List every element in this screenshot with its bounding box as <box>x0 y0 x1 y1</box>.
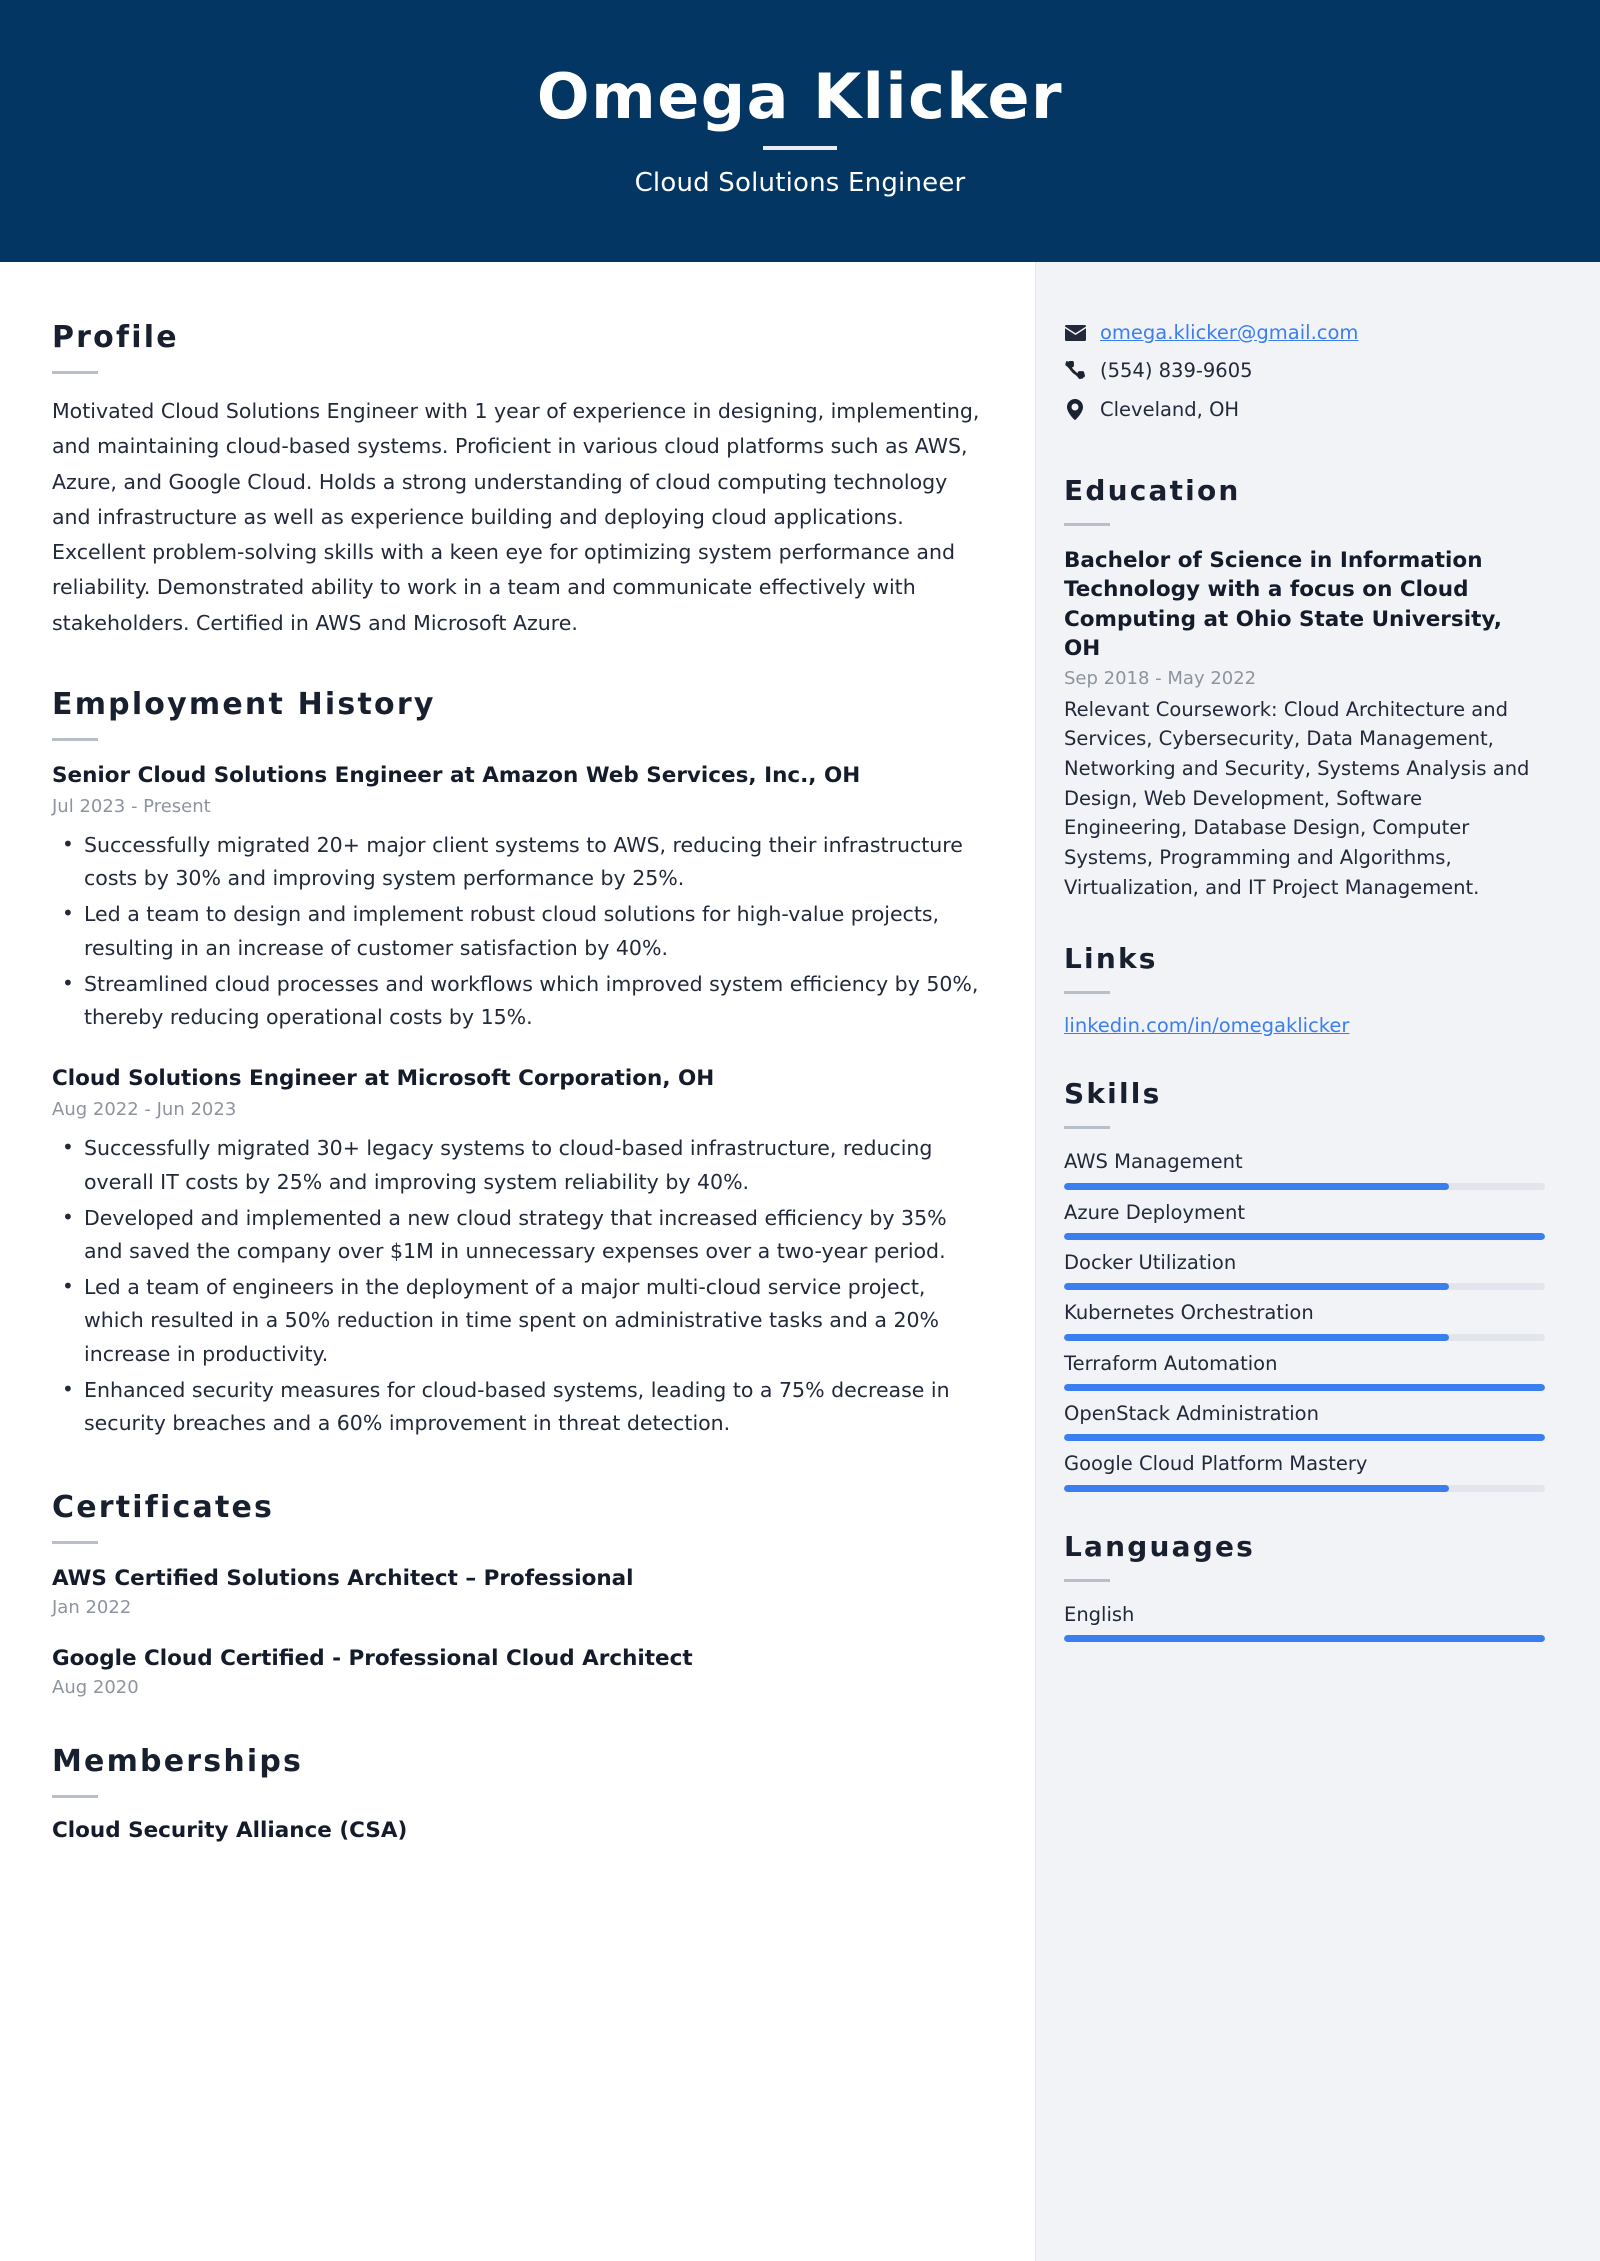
section-profile <box>52 320 983 641</box>
job-bullet: • Successfully migrated 20+ major client systems to AWS, reducing their infrastructure costs by 30% and improving system performance by 25%. <box>52 829 983 895</box>
skill-row <box>1064 1401 1545 1441</box>
skill-fill <box>1064 1233 1545 1240</box>
skill-label: AWS Management <box>1064 1150 1243 1174</box>
skill-label: Terraform Automation <box>1064 1351 1278 1375</box>
language-track <box>1064 1635 1545 1642</box>
section-education <box>1064 474 1545 902</box>
linkedin-link[interactable]: linkedin.com/in/omegaklicker <box>1064 1014 1350 1038</box>
contact-list <box>1064 320 1545 422</box>
degree-title: Bachelor of Science in Information Technology with a focus on Cloud Computing at Ohio State University, OH <box>1064 548 1502 662</box>
header-divider <box>763 146 837 150</box>
skill-fill <box>1064 1384 1545 1391</box>
phone-number: (554) 839-9605 <box>1100 359 1253 383</box>
job-bullet: • Led a team to design and implement robust cloud solutions for high-value projects, resulting in an increase of customer satisfaction by 40%. <box>52 898 983 964</box>
skill-row <box>1064 1300 1545 1340</box>
section-heading-certificates: Certificates <box>52 1490 275 1526</box>
job-date-range: Aug 2022 - Jun 2023 <box>52 1099 237 1121</box>
employment-entry <box>52 1064 983 1440</box>
skill-fill <box>1064 1334 1449 1341</box>
skill-label: Kubernetes Orchestration <box>1064 1301 1314 1325</box>
location-text: Cleveland, OH <box>1100 397 1240 421</box>
skill-row <box>1064 1149 1545 1189</box>
job-title: Senior Cloud Solutions Engineer at Amazon Web Services, Inc., OH <box>52 762 861 788</box>
job-bullet: • Successfully migrated 30+ legacy systems to cloud-based infrastructure, reducing overall IT costs by 25% and improving system reliability by 40%. <box>52 1132 983 1198</box>
certificate-date: Jan 2022 <box>52 1597 132 1619</box>
resume-body <box>0 262 1600 2261</box>
membership-title: Cloud Security Alliance (CSA) <box>52 1818 408 1844</box>
section-certificates <box>52 1490 983 1698</box>
skill-row <box>1064 1200 1545 1240</box>
job-title: Cloud Solutions Engineer at Microsoft Corporation, OH <box>52 1066 715 1092</box>
envelope-icon <box>1064 322 1086 344</box>
section-languages <box>1064 1530 1545 1642</box>
section-heading-memberships: Memberships <box>52 1744 304 1780</box>
contact-row-phone <box>1064 358 1545 383</box>
skill-fill <box>1064 1283 1449 1290</box>
degree-date-range: Sep 2018 - May 2022 <box>1064 667 1257 689</box>
section-rule <box>1064 1579 1110 1582</box>
section-heading-profile: Profile <box>52 320 179 355</box>
skill-label: Azure Deployment <box>1064 1200 1245 1224</box>
section-rule <box>1064 523 1110 526</box>
skill-fill <box>1064 1434 1545 1441</box>
skill-label: Google Cloud Platform Mastery <box>1064 1452 1368 1476</box>
phone-icon <box>1064 360 1086 382</box>
education-entry <box>1064 546 1545 902</box>
job-bullet: • Led a team of engineers in the deployment of a major multi-cloud service project, which resulted in a 50% reduction in time spent on administrative tasks and a 20% increase in productivity. <box>52 1271 983 1371</box>
skill-fill <box>1064 1183 1449 1190</box>
skill-row <box>1064 1351 1545 1391</box>
profile-summary-text: Motivated Cloud Solutions Engineer with 1 year of experience in designing, implementing, and maintaining cloud-based systems. Proficient in various cloud platforms such as AWS, Azure, and Google Cloud. Holds a strong understanding of cloud computing technology and infrastructure as well as experience building and deploying cloud applications. Excellent problem-solving skills with a keen eye for optimizing system performance and reliability. Demonstrated ability to work in a team and communicate effectively with stakeholders. Certified in AWS and Microsoft Azure. <box>52 399 980 635</box>
skill-label: OpenStack Administration <box>1064 1401 1319 1425</box>
location-pin-icon <box>1064 398 1086 420</box>
skill-track <box>1064 1384 1545 1391</box>
certificate-title: Google Cloud Certified - Professional Cloud Architect <box>52 1646 693 1672</box>
certificate-entry <box>52 1564 983 1618</box>
email-link[interactable]: omega.klicker@gmail.com <box>1100 321 1359 344</box>
main-column <box>0 262 1035 2261</box>
job-bullet-list <box>52 1132 983 1440</box>
skill-track <box>1064 1183 1545 1190</box>
language-fill <box>1064 1635 1545 1642</box>
skill-track <box>1064 1434 1545 1441</box>
section-rule <box>1064 991 1110 994</box>
certificate-title: AWS Certified Solutions Architect – Professional <box>52 1566 634 1592</box>
skill-label: Docker Utilization <box>1064 1250 1237 1274</box>
skill-track <box>1064 1283 1545 1290</box>
section-heading-links: Links <box>1064 942 1158 976</box>
job-bullet: • Enhanced security measures for cloud-based systems, leading to a 75% decrease in security breaches and a 60% improvement in threat detection. <box>52 1374 983 1440</box>
certificate-date: Aug 2020 <box>52 1677 139 1699</box>
skill-track <box>1064 1334 1545 1341</box>
sidebar-column <box>1035 262 1600 2261</box>
section-rule <box>52 1795 98 1798</box>
contact-row-email[interactable] <box>1064 320 1545 345</box>
section-memberships <box>52 1744 983 1843</box>
language-label: English <box>1064 1602 1135 1626</box>
section-rule <box>52 371 98 374</box>
skill-fill <box>1064 1485 1449 1492</box>
contact-row-location <box>1064 397 1545 422</box>
skill-track <box>1064 1233 1545 1240</box>
section-heading-languages: Languages <box>1064 1529 1256 1563</box>
section-rule <box>52 1541 98 1544</box>
certificate-entry <box>52 1644 983 1698</box>
job-bullet-list <box>52 829 983 1034</box>
employment-entry <box>52 761 983 1034</box>
candidate-name: Omega Klicker <box>536 60 1064 134</box>
skill-track <box>1064 1485 1545 1492</box>
skill-row <box>1064 1451 1545 1491</box>
language-row <box>1064 1602 1545 1642</box>
job-date-range: Jul 2023 - Present <box>52 795 211 817</box>
section-rule <box>52 738 98 741</box>
section-heading-skills: Skills <box>1064 1077 1162 1111</box>
skill-row <box>1064 1250 1545 1290</box>
resume-header <box>0 0 1600 262</box>
section-employment-history <box>52 687 983 1440</box>
candidate-role: Cloud Solutions Engineer <box>634 167 966 198</box>
job-bullet: • Developed and implemented a new cloud strategy that increased efficiency by 35% and saved the company over $1M in unnecessary expenses over a two-year period. <box>52 1202 983 1268</box>
section-skills <box>1064 1077 1545 1491</box>
section-rule <box>1064 1126 1110 1129</box>
section-heading-employment: Employment History <box>52 686 436 722</box>
degree-description: Relevant Coursework: Cloud Architecture and Services, Cybersecurity, Data Management, Networking and Security, Systems Analysis and Design, Web Development, Software Engineering, Database Design, Computer Systems, Programming and Algorithms, Virtualization, and IT Project Management. <box>1064 697 1530 899</box>
section-heading-education: Education <box>1064 474 1241 508</box>
section-links <box>1064 942 1545 1037</box>
job-bullet: • Streamlined cloud processes and workflows which improved system efficiency by 50%, thereby reducing operational costs by 15%. <box>52 968 983 1034</box>
